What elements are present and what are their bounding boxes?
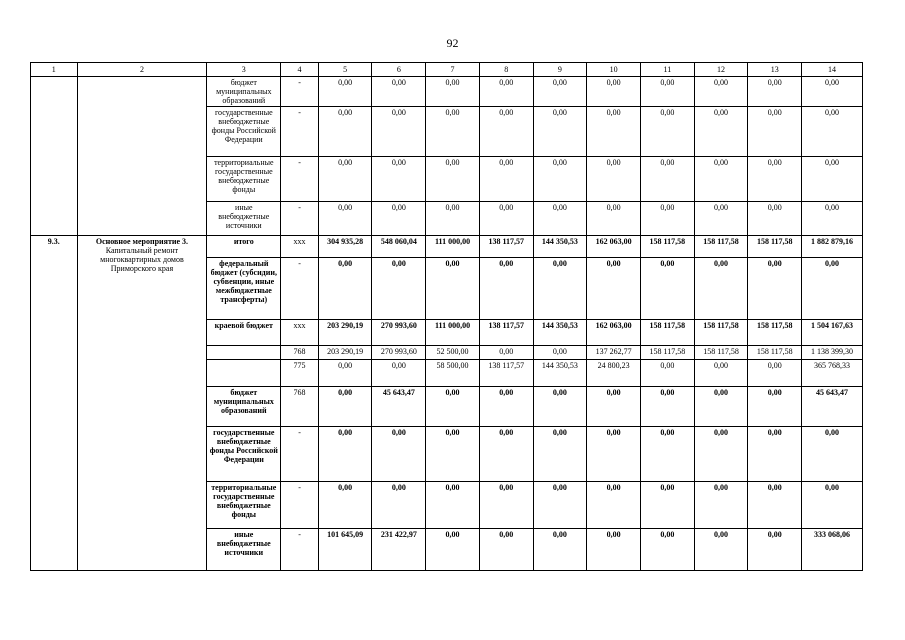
value-cell: 0,00 bbox=[372, 107, 426, 157]
value-cell: 101 645,09 bbox=[318, 529, 372, 571]
funding-source: иные внебюджетные источники bbox=[207, 529, 281, 571]
value-cell: 0,00 bbox=[694, 427, 748, 482]
value-cell: 0,00 bbox=[372, 77, 426, 107]
value-cell: 111 000,00 bbox=[426, 236, 480, 258]
value-cell: 0,00 bbox=[748, 529, 802, 571]
value-cell: 0,00 bbox=[640, 107, 694, 157]
value-cell: 0,00 bbox=[748, 258, 802, 320]
value-cell: 0,00 bbox=[533, 202, 587, 236]
value-cell: 548 060,04 bbox=[372, 236, 426, 258]
value-cell: 0,00 bbox=[694, 77, 748, 107]
header-cell-4: 4 bbox=[281, 63, 318, 77]
value-cell: 162 063,00 bbox=[587, 320, 641, 346]
value-cell: 111 000,00 bbox=[426, 320, 480, 346]
value-cell: 52 500,00 bbox=[426, 346, 480, 360]
value-cell: 0,00 bbox=[479, 107, 533, 157]
value-cell: 0,00 bbox=[694, 157, 748, 202]
value-cell: 0,00 bbox=[587, 202, 641, 236]
budget-code: - bbox=[281, 107, 318, 157]
value-cell: 0,00 bbox=[426, 387, 480, 427]
budget-code: - bbox=[281, 529, 318, 571]
value-cell: 0,00 bbox=[640, 77, 694, 107]
value-cell: 0,00 bbox=[426, 202, 480, 236]
activity-cell bbox=[77, 236, 207, 571]
value-cell: 0,00 bbox=[318, 482, 372, 529]
value-cell: 45 643,47 bbox=[372, 387, 426, 427]
value-cell: 0,00 bbox=[587, 258, 641, 320]
activity-title: Основное мероприятие 3. bbox=[95, 237, 189, 246]
value-cell: 0,00 bbox=[748, 202, 802, 236]
value-cell: 144 350,53 bbox=[533, 320, 587, 346]
value-cell: 0,00 bbox=[640, 360, 694, 387]
value-cell: 162 063,00 bbox=[587, 236, 641, 258]
value-cell: 0,00 bbox=[802, 258, 863, 320]
value-cell: 0,00 bbox=[640, 387, 694, 427]
value-cell: 0,00 bbox=[694, 202, 748, 236]
funding-source: государственные внебюджетные фонды Российской Федерации bbox=[207, 107, 281, 157]
value-cell: 304 935,28 bbox=[318, 236, 372, 258]
header-cell-1: 1 bbox=[31, 63, 78, 77]
value-cell: 137 262,77 bbox=[587, 346, 641, 360]
value-cell: 0,00 bbox=[587, 77, 641, 107]
budget-code: 768 bbox=[281, 387, 318, 427]
value-cell: 0,00 bbox=[802, 77, 863, 107]
activity-description: Капитальный ремонт многоквартирных домов Приморского края bbox=[100, 246, 184, 273]
value-cell: 0,00 bbox=[640, 258, 694, 320]
value-cell: 0,00 bbox=[479, 482, 533, 529]
value-cell: 0,00 bbox=[533, 427, 587, 482]
header-cell-14: 14 bbox=[802, 63, 863, 77]
value-cell: 0,00 bbox=[802, 482, 863, 529]
budget-table bbox=[30, 62, 863, 571]
value-cell: 0,00 bbox=[533, 346, 587, 360]
funding-source bbox=[207, 360, 281, 387]
value-cell: 0,00 bbox=[748, 107, 802, 157]
value-cell: 45 643,47 bbox=[802, 387, 863, 427]
value-cell: 58 500,00 bbox=[426, 360, 480, 387]
funding-source: территориальные государственные внебюджетные фонды bbox=[207, 157, 281, 202]
value-cell: 0,00 bbox=[479, 387, 533, 427]
value-cell: 0,00 bbox=[587, 529, 641, 571]
value-cell: 158 117,58 bbox=[694, 236, 748, 258]
value-cell: 0,00 bbox=[426, 482, 480, 529]
value-cell: 0,00 bbox=[318, 427, 372, 482]
value-cell: 0,00 bbox=[426, 529, 480, 571]
value-cell: 0,00 bbox=[587, 427, 641, 482]
value-cell: 138 117,57 bbox=[479, 236, 533, 258]
value-cell: 333 068,06 bbox=[802, 529, 863, 571]
value-cell: 0,00 bbox=[372, 202, 426, 236]
funding-source: государственные внебюджетные фонды Российской Федерации bbox=[207, 427, 281, 482]
value-cell: 0,00 bbox=[426, 77, 480, 107]
header-cell-3: 3 bbox=[207, 63, 281, 77]
value-cell: 0,00 bbox=[640, 157, 694, 202]
value-cell: 0,00 bbox=[479, 157, 533, 202]
value-cell: 0,00 bbox=[640, 202, 694, 236]
value-cell: 0,00 bbox=[748, 427, 802, 482]
value-cell: 144 350,53 bbox=[533, 236, 587, 258]
value-cell: 158 117,58 bbox=[640, 346, 694, 360]
row-number-cell bbox=[31, 77, 78, 236]
budget-code: 775 bbox=[281, 360, 318, 387]
table-row bbox=[31, 77, 863, 107]
value-cell: 0,00 bbox=[318, 387, 372, 427]
budget-code: - bbox=[281, 77, 318, 107]
budget-code: ххх bbox=[281, 236, 318, 258]
value-cell: 158 117,58 bbox=[640, 236, 694, 258]
value-cell: 158 117,58 bbox=[748, 236, 802, 258]
value-cell: 0,00 bbox=[533, 258, 587, 320]
value-cell: 0,00 bbox=[479, 258, 533, 320]
value-cell: 0,00 bbox=[533, 157, 587, 202]
value-cell: 0,00 bbox=[587, 157, 641, 202]
value-cell: 0,00 bbox=[372, 482, 426, 529]
header-cell-12: 12 bbox=[694, 63, 748, 77]
value-cell: 0,00 bbox=[479, 529, 533, 571]
value-cell: 1 504 167,63 bbox=[802, 320, 863, 346]
value-cell: 365 768,33 bbox=[802, 360, 863, 387]
value-cell: 0,00 bbox=[318, 77, 372, 107]
value-cell: 0,00 bbox=[533, 77, 587, 107]
value-cell: 0,00 bbox=[533, 107, 587, 157]
value-cell: 138 117,57 bbox=[479, 320, 533, 346]
value-cell: 0,00 bbox=[748, 482, 802, 529]
value-cell: 1 882 879,16 bbox=[802, 236, 863, 258]
value-cell: 0,00 bbox=[533, 529, 587, 571]
value-cell: 0,00 bbox=[640, 529, 694, 571]
value-cell: 0,00 bbox=[479, 346, 533, 360]
activity-cell bbox=[77, 77, 207, 236]
value-cell: 0,00 bbox=[318, 360, 372, 387]
header-cell-5: 5 bbox=[318, 63, 372, 77]
budget-code: - bbox=[281, 427, 318, 482]
value-cell: 0,00 bbox=[372, 427, 426, 482]
funding-source: территориальные государственные внебюджетные фонды bbox=[207, 482, 281, 529]
header-cell-8: 8 bbox=[479, 63, 533, 77]
value-cell: 231 422,97 bbox=[372, 529, 426, 571]
funding-source bbox=[207, 346, 281, 360]
value-cell: 0,00 bbox=[587, 107, 641, 157]
budget-code: ххх bbox=[281, 320, 318, 346]
value-cell: 0,00 bbox=[318, 157, 372, 202]
value-cell: 0,00 bbox=[694, 387, 748, 427]
value-cell: 0,00 bbox=[533, 387, 587, 427]
value-cell: 0,00 bbox=[372, 258, 426, 320]
header-cell-7: 7 bbox=[426, 63, 480, 77]
value-cell: 0,00 bbox=[694, 360, 748, 387]
value-cell: 0,00 bbox=[479, 77, 533, 107]
value-cell: 203 290,19 bbox=[318, 320, 372, 346]
value-cell: 0,00 bbox=[694, 482, 748, 529]
budget-code: - bbox=[281, 157, 318, 202]
value-cell: 1 138 399,30 bbox=[802, 346, 863, 360]
value-cell: 138 117,57 bbox=[479, 360, 533, 387]
value-cell: 0,00 bbox=[479, 427, 533, 482]
funding-source: бюджет муниципальных образований bbox=[207, 77, 281, 107]
funding-source: федеральный бюджет (субсидии, субвенции, иные межбюджетные трансферты) bbox=[207, 258, 281, 320]
value-cell: 0,00 bbox=[748, 77, 802, 107]
value-cell: 144 350,53 bbox=[533, 360, 587, 387]
value-cell: 0,00 bbox=[533, 482, 587, 529]
value-cell: 0,00 bbox=[694, 529, 748, 571]
value-cell: 0,00 bbox=[479, 202, 533, 236]
value-cell: 158 117,58 bbox=[748, 320, 802, 346]
value-cell: 0,00 bbox=[640, 427, 694, 482]
value-cell: 0,00 bbox=[426, 107, 480, 157]
value-cell: 0,00 bbox=[318, 107, 372, 157]
funding-source: иные внебюджетные источники bbox=[207, 202, 281, 236]
value-cell: 0,00 bbox=[587, 482, 641, 529]
page-number: 92 bbox=[446, 36, 459, 50]
value-cell: 0,00 bbox=[748, 360, 802, 387]
header-cell-11: 11 bbox=[640, 63, 694, 77]
header-cell-9: 9 bbox=[533, 63, 587, 77]
value-cell: 158 117,58 bbox=[640, 320, 694, 346]
value-cell: 0,00 bbox=[802, 107, 863, 157]
budget-code: 768 bbox=[281, 346, 318, 360]
value-cell: 24 800,23 bbox=[587, 360, 641, 387]
value-cell: 0,00 bbox=[426, 427, 480, 482]
value-cell: 0,00 bbox=[372, 157, 426, 202]
value-cell: 0,00 bbox=[802, 157, 863, 202]
value-cell: 0,00 bbox=[640, 482, 694, 529]
value-cell: 0,00 bbox=[748, 157, 802, 202]
value-cell: 0,00 bbox=[748, 387, 802, 427]
value-cell: 0,00 bbox=[372, 360, 426, 387]
value-cell: 0,00 bbox=[694, 258, 748, 320]
header-cell-6: 6 bbox=[372, 63, 426, 77]
budget-code: - bbox=[281, 202, 318, 236]
header-row bbox=[31, 63, 863, 77]
table-row bbox=[31, 236, 863, 258]
header-cell-13: 13 bbox=[748, 63, 802, 77]
header-cell-10: 10 bbox=[587, 63, 641, 77]
funding-source: итого bbox=[207, 236, 281, 258]
value-cell: 203 290,19 bbox=[318, 346, 372, 360]
value-cell: 0,00 bbox=[426, 258, 480, 320]
value-cell: 270 993,60 bbox=[372, 320, 426, 346]
value-cell: 158 117,58 bbox=[694, 320, 748, 346]
value-cell: 0,00 bbox=[802, 427, 863, 482]
value-cell: 0,00 bbox=[802, 202, 863, 236]
row-number-cell: 9.3. bbox=[31, 236, 78, 571]
value-cell: 0,00 bbox=[426, 157, 480, 202]
value-cell: 0,00 bbox=[694, 107, 748, 157]
value-cell: 0,00 bbox=[318, 202, 372, 236]
value-cell: 270 993,60 bbox=[372, 346, 426, 360]
budget-code: - bbox=[281, 258, 318, 320]
value-cell: 0,00 bbox=[587, 387, 641, 427]
funding-source: бюджет муниципальных образований bbox=[207, 387, 281, 427]
funding-source: краевой бюджет bbox=[207, 320, 281, 346]
value-cell: 158 117,58 bbox=[748, 346, 802, 360]
budget-code: - bbox=[281, 482, 318, 529]
value-cell: 158 117,58 bbox=[694, 346, 748, 360]
value-cell: 0,00 bbox=[318, 258, 372, 320]
header-cell-2: 2 bbox=[77, 63, 207, 77]
